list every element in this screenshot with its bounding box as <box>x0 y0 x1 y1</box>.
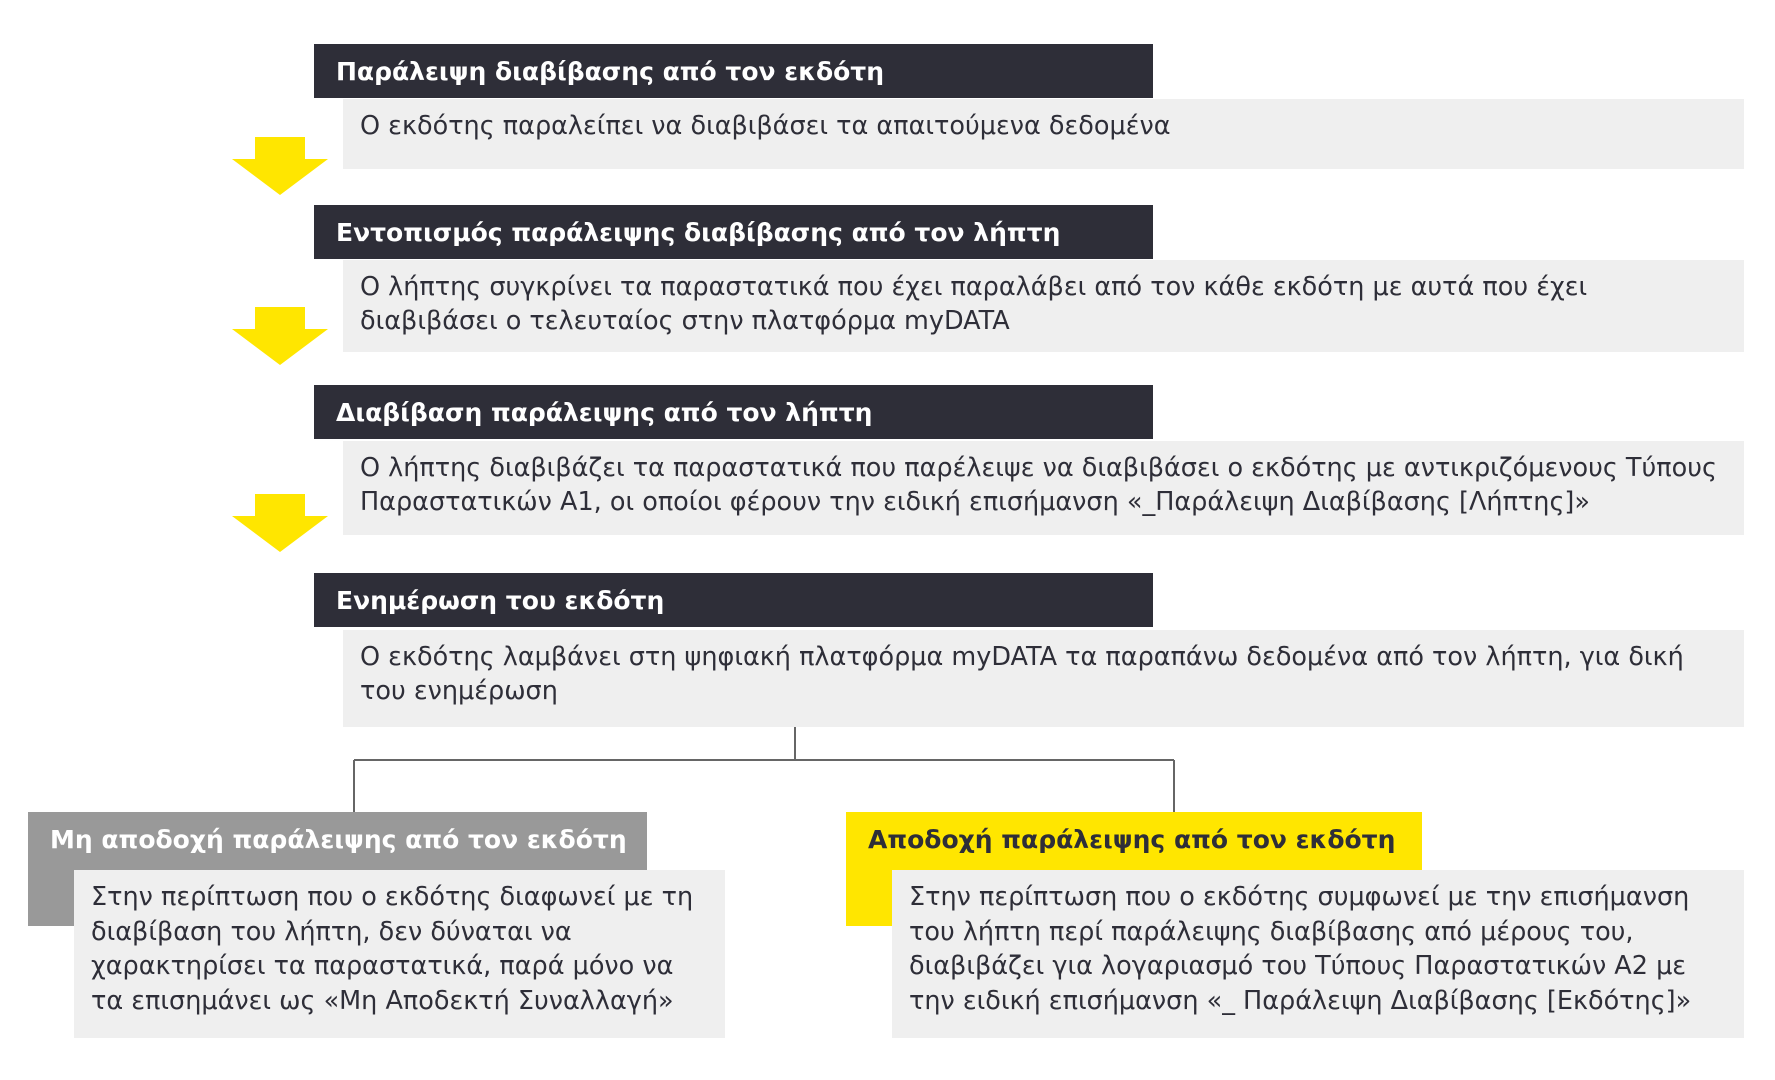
step-1-description: Ο εκδότης παραλείπει να διαβιβάσει τα απαιτούμενα δεδομένα <box>343 99 1744 169</box>
reject-branch-title: Μη αποδοχή παράλειψης από τον εκδότη <box>28 812 647 926</box>
step-2-title: Εντοπισμός παράλειψης διαβίβασης από τον λήπτη <box>314 205 1153 259</box>
reject-branch-description: Στην περίπτωση που ο εκδότης διαφωνεί με τη διαβίβαση του λήπτη, δεν δύναται να χαρακτηρίσει τα παραστατικά, παρά μόνο να τα επισημάνει ως «Μη Αποδεκτή Συναλλαγή» <box>74 870 725 1038</box>
step-4-description: Ο εκδότης λαμβάνει στη ψηφιακή πλατφόρμα myDATA τα παραπάνω δεδομένα από τον λήπτη, για δική του ενημέρωση <box>343 630 1744 727</box>
accept-branch-description: Στην περίπτωση που ο εκδότης συμφωνεί με την επισήμανση του λήπτη περί παράλειψης διαβίβασης από μέρους του, διαβιβάζει για λογαριασμό του Τύπους Παραστατικών Α2 με την ειδική επισήμανση «_ Παράλειψη Διαβίβασης [Εκδότης]» <box>892 870 1744 1038</box>
accept-branch-title: Αποδοχή παράλειψης από τον εκδότη <box>846 812 1422 926</box>
step-1-title: Παράλειψη διαβίβασης από τον εκδότη <box>314 44 1153 98</box>
step-3-title: Διαβίβαση παράλειψης από τον λήπτη <box>314 385 1153 439</box>
step-2-description: Ο λήπτης συγκρίνει τα παραστατικά που έχει παραλάβει από τον κάθε εκδότη με αυτά που έχει διαβιβάσει ο τελευταίος στην πλατφόρμα myDATA <box>343 260 1744 352</box>
step-4-title: Ενημέρωση του εκδότη <box>314 573 1153 627</box>
step-3-description: Ο λήπτης διαβιβάζει τα παραστατικά που παρέλειψε να διαβιβάσει ο εκδότης με αντικριζόμενους Τύπους Παραστατικών Α1, οι οποίοι φέρουν την ειδική επισήμανση «_Παράλειψη Διαβίβασης [Λήπτης]» <box>343 441 1744 535</box>
